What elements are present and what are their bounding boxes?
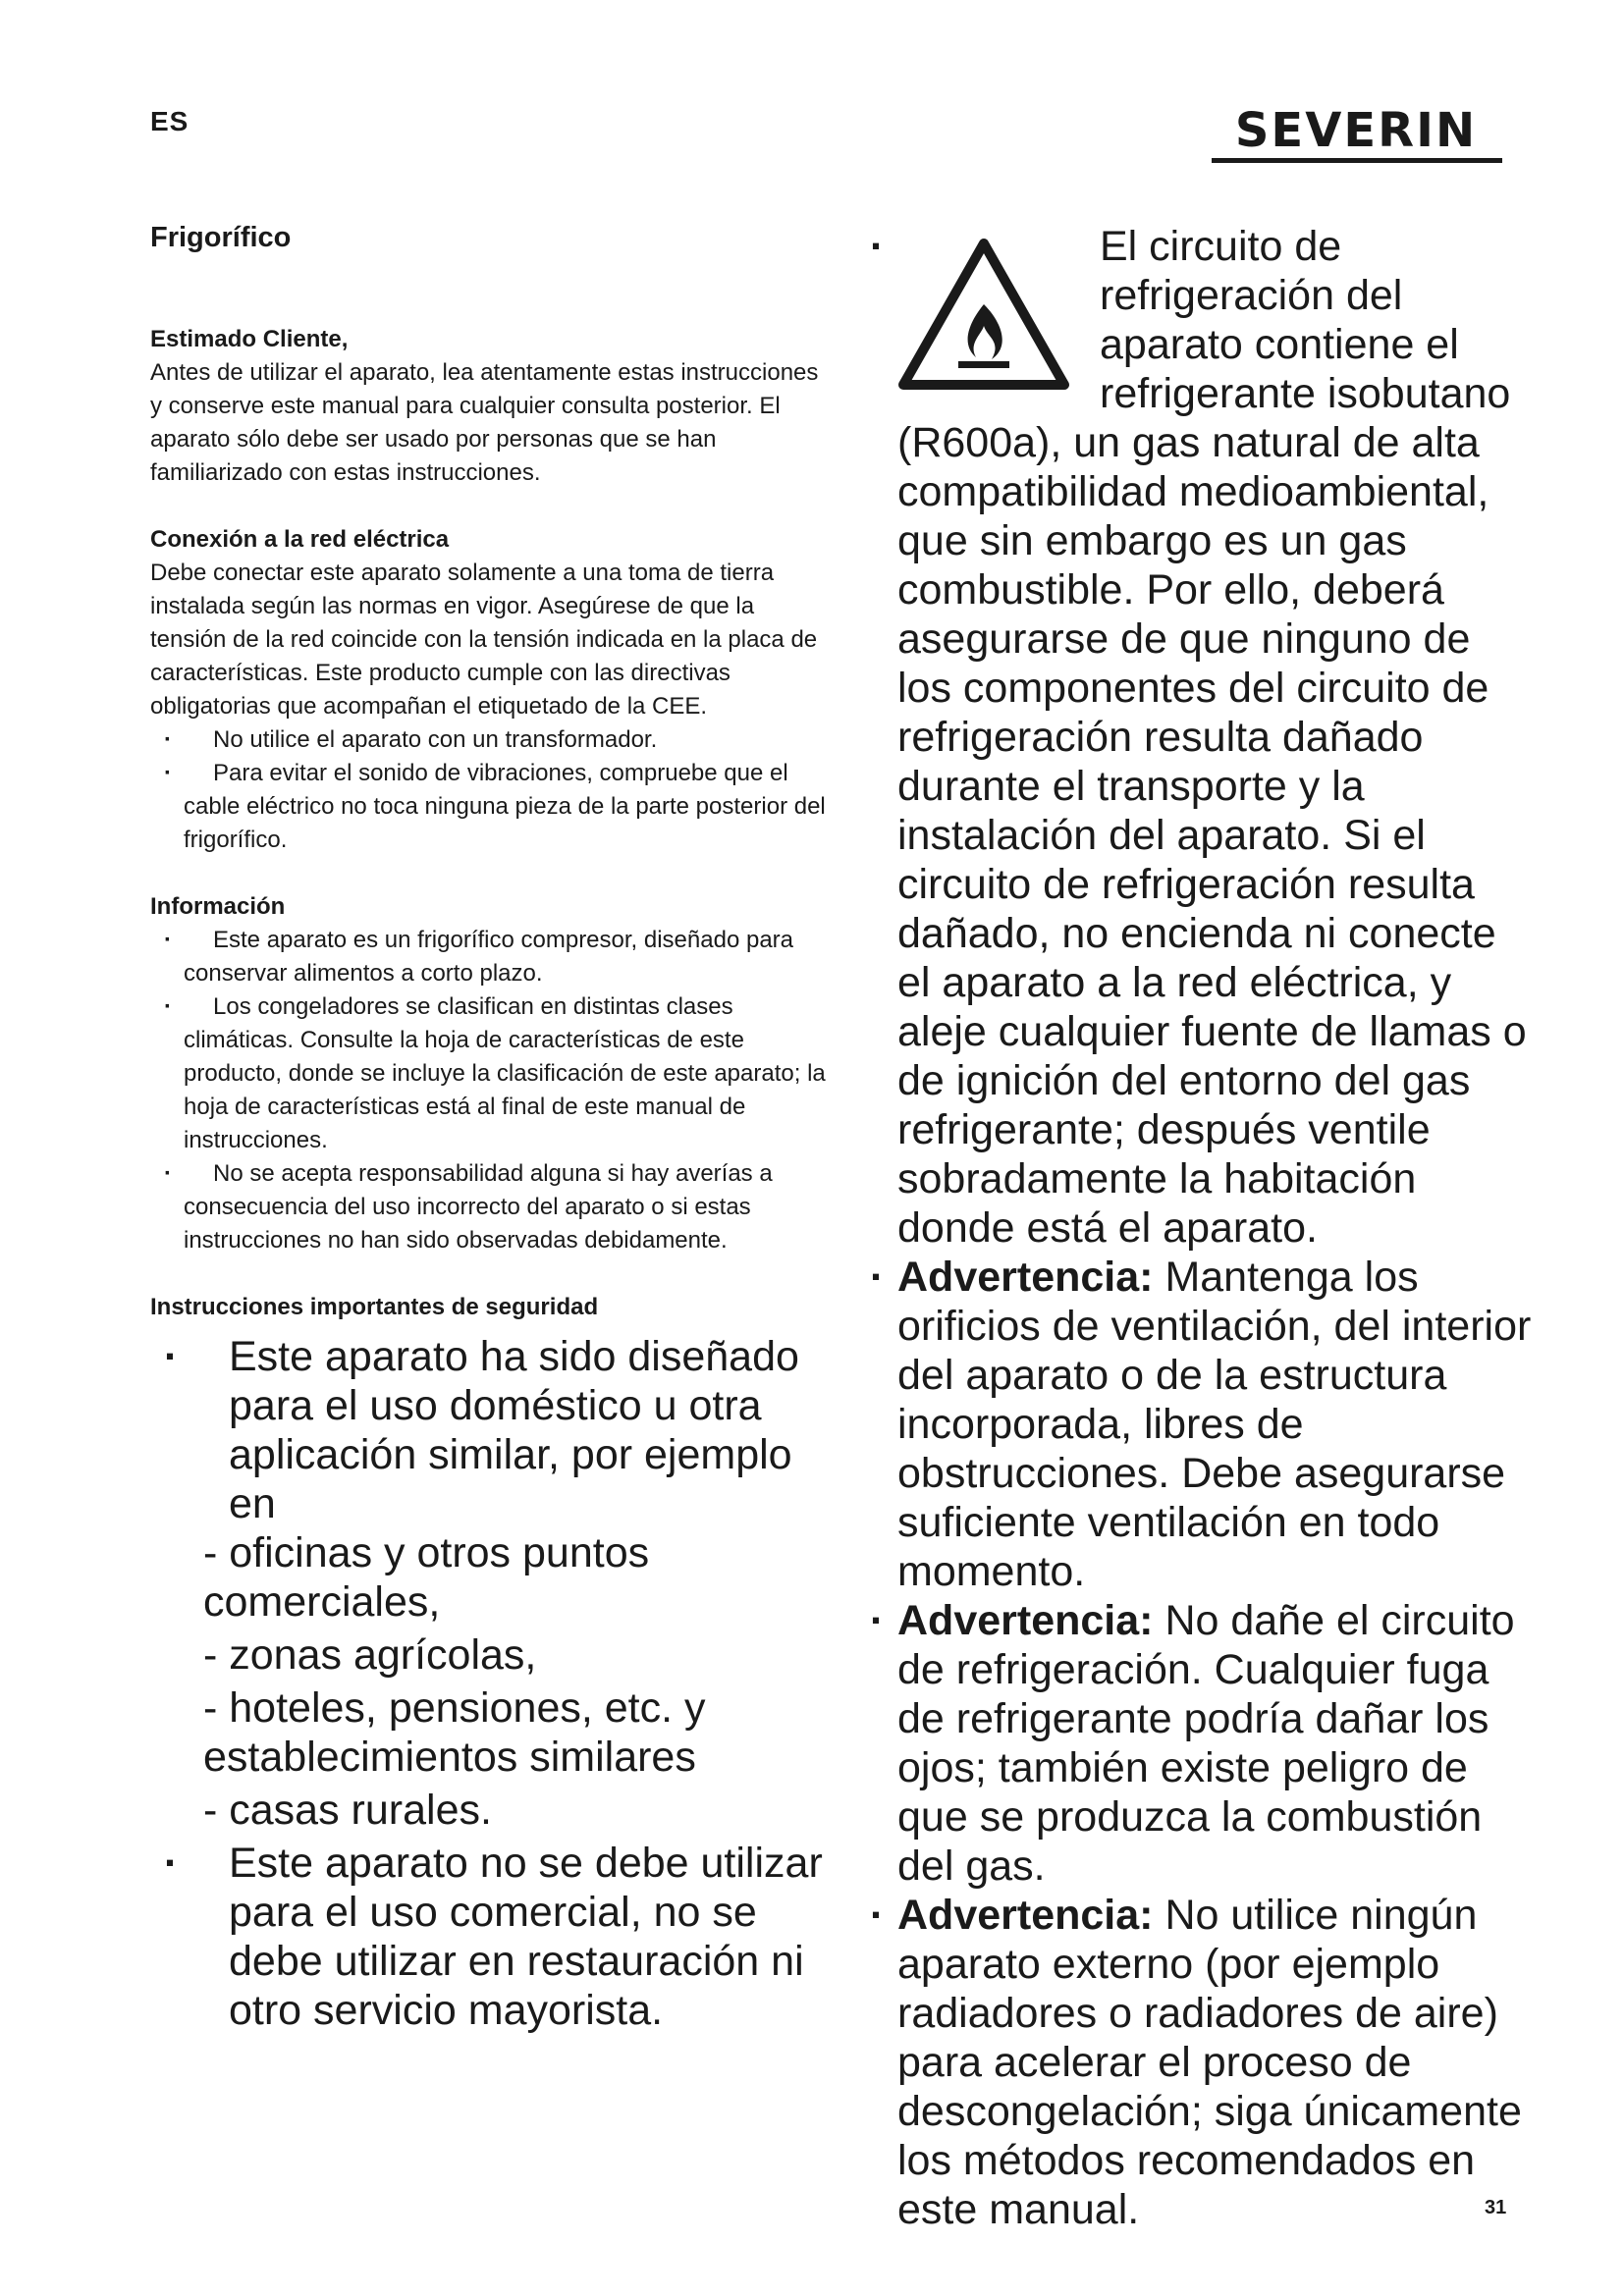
seguridad-bullet-1: Este aparato ha sido diseñado para el uso doméstico u otra aplicación similar, por ejemplo en — [229, 1333, 799, 1527]
seguridad-list — [150, 1332, 828, 2035]
warning-label: Advertencia: — [897, 1892, 1154, 1939]
sublist-item: - casas rurales. — [203, 1787, 492, 1834]
warning-text: No dañe el circuito de refrigeración. Cualquier fuga de refrigerante podría dañar los ojos; también existe peligro de que se produzca la combustión del gas. — [897, 1597, 1515, 1890]
list-item: · Este aparato es un frigorífico compresor, diseñado para conservar alimentos a corto plazo. — [150, 924, 828, 990]
greeting-text: Antes de utilizar el aparato, lea atentamente estas instrucciones y conserve este manual para cualquier consulta posterior. El aparato sólo debe ser usado por personas que se han familiarizado con estas instrucciones. — [150, 359, 819, 486]
warning-text: No utilice ningún aparato externo (por ejemplo radiadores o radiadores de aire) para acelerar el proceso de descongelación; siga únicamente los métodos recomendados en este manual. — [897, 1892, 1522, 2233]
brand-name: SEVERIN — [1234, 103, 1478, 158]
warning-text: Mantenga los orificios de ventilación, del interior del aparato o de la estructura incorporada, libres de obstrucciones. Debe asegurarse suficiente ventilación en todo momento. — [897, 1254, 1532, 1595]
conexion-text: Debe conectar este aparato solamente a una toma de tierra instalada según las normas en vigor. Asegúrese de que la tensión de la red coincide con la tensión indicada en la placa de características. Este producto cumple con las directivas obligatorias que acompañan el etiquetado de la CEE. — [150, 560, 818, 720]
flammable-warning: · El circuito de refrigeración del aparato contiene el refrigerante isobutano (R600a), un gas natural de alta compatibilidad medioambiental, que sin embargo es un gas combustible. Por ello, deberá asegurarse de que ninguno de los componentes del circuito de refrigeración resulta dañado durante el transporte y la instalación del aparato. Si el circuito de refrigeración resulta dañado, no encienda ni conecte el aparato a la red eléctrica, y aleje cualquier fuente de llamas o de ignición del entorno del gas refrigerante; después ventile sobradamente la habitación donde está el aparato. — [870, 223, 1527, 1252]
seguridad-heading: Instrucciones importantes de seguridad — [150, 1294, 599, 1320]
informacion-list — [150, 924, 828, 1257]
conexion-section — [150, 523, 828, 857]
sublist-item: - zonas agrícolas, — [203, 1631, 537, 1679]
list-item: · No utilice el aparato con un transformador. — [150, 723, 828, 757]
warning-item: · Advertencia: Mantenga los orificios de ventilación, del interior del aparato o de la estructura incorporada, libres de obstrucciones. Debe asegurarse suficiente ventilación en todo momento. — [870, 1254, 1532, 1595]
warning-item: · Advertencia: No utilice ningún aparato externo (por ejemplo radiadores o radiadores de aire) para acelerar el proceso de descongelación; siga únicamente los métodos recomendados en este manual. — [870, 1892, 1522, 2233]
document-title: Frigorífico — [150, 222, 292, 253]
severin-logo — [1200, 101, 1512, 168]
usage-sublist — [186, 1528, 828, 1835]
seguridad-bullet-2: Este aparato no se debe utilizar para el uso comercial, no se debe utilizar en restauración ni otro servicio mayorista. — [229, 1840, 823, 2034]
list-item: · Los congeladores se clasifican en distintas clases climáticas. Consulte la hoja de características de este producto, donde se incluye la clasificación de este aparato; la hoja de características está al final de este manual de instrucciones. — [150, 990, 828, 1157]
informacion-heading: Información — [150, 893, 286, 920]
left-column — [150, 222, 828, 2035]
list-item: · Para evitar el sonido de vibraciones, compruebe que el cable eléctrico no toca ninguna pieza de la parte posterior del frigorífico. — [150, 757, 828, 857]
warning-item: · Advertencia: No dañe el circuito de refrigeración. Cualquier fuga de refrigerante podría dañar los ojos; también existe peligro de que se produzca la combustión del gas. — [870, 1597, 1515, 1890]
list-item — [150, 1839, 828, 2035]
language-code: ES — [150, 106, 189, 136]
logo-underline — [1212, 158, 1502, 163]
flammable-warning-icon — [897, 236, 1070, 403]
right-column — [864, 222, 1532, 2234]
list-item — [150, 1332, 828, 1835]
seguridad-section — [150, 1291, 828, 2035]
conexion-heading: Conexión a la red eléctrica — [150, 526, 450, 553]
sublist-item: - oficinas y otros puntos comerciales, — [203, 1529, 650, 1626]
greeting-section — [150, 323, 828, 490]
conexion-list — [150, 723, 828, 857]
warning-label: Advertencia: — [897, 1597, 1154, 1644]
flammable-warning-text: El circuito de refrigeración del aparato contiene el refrigerante isobutano (R600a), un gas natural de alta compatibilidad medioambiental, que sin embargo es un gas combustible. Por ello, deberá asegurarse de que ninguno de los componentes del circuito de refrigeración resulta dañado durante el transporte y la instalación del aparato. Si el circuito de refrigeración resulta dañado, no encienda ni conecte el aparato a la red eléctrica, y aleje cualquier fuente de llamas o de ignición del entorno del gas refrigerante; después ventile sobradamente la habitación donde está el aparato. — [897, 223, 1527, 1252]
warning-label: Advertencia: — [897, 1254, 1154, 1301]
page-number: 31 — [1485, 2197, 1507, 2218]
list-item: · No se acepta responsabilidad alguna si hay averías a consecuencia del uso incorrecto del aparato o si estas instrucciones no han sido observadas debidamente. — [150, 1157, 828, 1257]
sublist-item: - hoteles, pensiones, etc. y establecimientos similares — [203, 1684, 706, 1781]
informacion-section — [150, 890, 828, 1257]
greeting-heading: Estimado Cliente, — [150, 326, 349, 352]
